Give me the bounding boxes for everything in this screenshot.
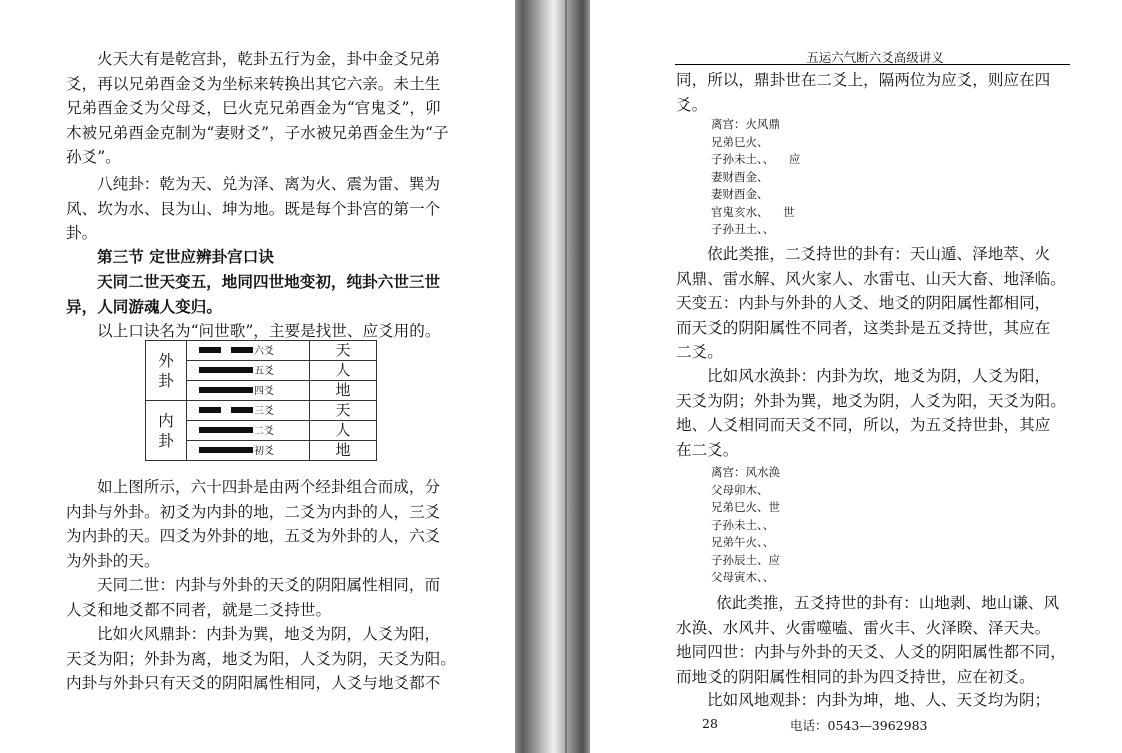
text-line: 爻。 — [676, 95, 708, 114]
yao-line-4: 四爻 — [187, 381, 310, 401]
text-line: 为外卦的天。 — [66, 551, 160, 570]
yang-line-icon — [199, 442, 253, 459]
paragraph-erYao-list — [676, 242, 1070, 365]
text-line: 内卦与外卦只有天爻的阴阳属性相同，人爻与地爻都不 — [66, 674, 441, 693]
text-line: 人爻和地爻都不同者，就是二爻持世。 — [66, 600, 332, 619]
paragraph-tiantong — [66, 573, 460, 622]
yang-line-icon — [199, 422, 253, 439]
text-line: 孙爻”。 — [66, 148, 121, 167]
paragraph-wuYao-list — [676, 591, 1070, 689]
paragraph-bachungua — [66, 172, 460, 246]
text-line: 八纯卦：乾为天、兑为泽、离为火、震为雷、巽为 — [97, 175, 441, 193]
text-line: 水涣、水风井、火雷噬嗑、雷火丰、火泽睽、泽天夬。 — [676, 618, 1051, 637]
text-line: 依此类推，二爻持世的卦有：天山遁、泽地萃、火 — [707, 245, 1051, 263]
section-title: 第三节 定世应辨卦宫口诀 — [97, 247, 274, 266]
listing-line: 子孙未土、、 应 — [711, 152, 801, 166]
paragraph-figure-explain — [66, 475, 460, 573]
footer-phone: 电话：0543—3962983 — [790, 718, 928, 733]
text-line: 在二爻。 — [676, 440, 739, 459]
book-spine — [515, 0, 590, 753]
text-line: 内卦与外卦。初爻为内卦的地，二爻为内卦的人，三爻 — [66, 502, 441, 521]
text-line: 卦。 — [66, 224, 98, 243]
listing-line: 离宫：风水涣 — [711, 465, 780, 479]
header-rule — [675, 64, 1070, 65]
running-head: 五运六气断六爻高级讲义 — [806, 50, 944, 65]
text-line: 二爻。 — [676, 343, 723, 362]
yao-line-3: 三爻 — [187, 401, 310, 421]
tri-label: 地 — [310, 441, 377, 461]
text-line: 同，所以，鼎卦世在二爻上，隔两位为应爻，则应在四 — [676, 71, 1051, 89]
text-line: 风、坎为水、艮为山、坤为地。既是每个卦宫的第一个 — [66, 199, 441, 218]
right-page — [590, 0, 1122, 753]
yao-line-5: 五爻 — [187, 361, 310, 381]
yao-line-6: 六爻 — [187, 341, 310, 361]
tri-label: 人 — [310, 421, 377, 441]
text-line: 天变五：内卦与外卦的人爻、地爻的阴阳属性都相同， — [676, 294, 1051, 313]
yin-line-icon — [199, 342, 253, 359]
paragraph-ding-shi — [676, 68, 1070, 117]
paragraph-fengshuihuan — [676, 364, 1070, 462]
listing-line: 离宫：火风鼎 — [711, 117, 780, 131]
hexagram-listing-ding — [711, 116, 800, 239]
text-line: 木被兄弟酉金克制为“妻财爻”，子水被兄弟酉金生为“子 — [66, 123, 449, 142]
paragraph-huofengding — [66, 622, 460, 696]
yao-line-2: 二爻 — [187, 421, 310, 441]
page-number: 28 — [702, 716, 718, 731]
yang-line-icon — [199, 362, 253, 379]
text-line: 风鼎、雷水解、风火家人、水雷屯、山天大畜、地泽临。 — [676, 269, 1066, 288]
text-line: 天同二世天变五，地同四世地变初，纯卦六世三世 — [97, 272, 441, 291]
hexagram-listing-huan — [711, 464, 780, 587]
yao-line-1: 初爻 — [187, 441, 310, 461]
listing-line: 子孙丑土、、 — [711, 222, 775, 236]
listing-line: 子孙未土、、 — [711, 517, 775, 532]
text-line: 而地爻的阴阳属性相同的卦为四爻持世，应在初爻。 — [676, 667, 1035, 686]
listing-line: 官鬼亥水、 世 — [711, 204, 795, 219]
listing-line: 父母卯木、 — [711, 482, 769, 497]
yin-line-icon — [199, 402, 253, 419]
verse-shiying — [66, 270, 460, 319]
inner-gua-label: 内 卦 — [146, 401, 187, 461]
listing-line: 妻财酉金、 — [711, 169, 769, 184]
tri-label: 天 — [310, 401, 377, 421]
text-line: 天爻为阴；外卦为巽，地爻为阴，人爻为阳，天爻为阳。 — [676, 391, 1066, 410]
listing-line: 父母寅木、、 — [711, 570, 775, 584]
paragraph-dayou — [66, 47, 460, 170]
listing-line: 妻财酉金、 — [711, 187, 769, 201]
yang-line-icon — [199, 382, 253, 399]
listing-line: 子孙辰土、应 — [711, 552, 780, 567]
text-line: 比如风水涣卦：内卦为坎，地爻为阴，人爻为阳， — [707, 367, 1051, 385]
tri-label: 地 — [310, 381, 377, 401]
left-page — [0, 0, 515, 753]
text-line: 比如火风鼎卦：内卦为巽，地爻为阴，人爻为阳， — [97, 625, 441, 643]
text-line: 而天爻的阴阳属性不同者，这类卦是五爻持世，其应在 — [676, 318, 1051, 337]
text-line: 天爻为阳；外卦为离，地爻为阳，人爻为阴，天爻为阳。 — [66, 649, 456, 668]
tri-label: 人 — [310, 361, 377, 381]
text-line: 地、人爻相同而天爻不同，所以，为五爻持世卦，其应 — [676, 416, 1051, 435]
paragraph-wenshige: 以上口诀名为“问世歌”，主要是找世、应爻用的。 — [97, 322, 441, 340]
text-line: 为内卦的天。四爻为外卦的地，五爻为外卦的人，六爻 — [66, 527, 441, 546]
outer-gua-label: 外 卦 — [146, 341, 187, 401]
text-line: 如上图所示，六十四卦是由两个经卦组合而成，分 — [97, 478, 441, 496]
tri-label: 天 — [310, 341, 377, 361]
text-line: 火天大有是乾宫卦，乾卦五行为金，卦中金爻兄弟 — [97, 50, 441, 68]
spine-divider — [565, 0, 567, 753]
listing-line: 兄弟巳火、世 — [711, 500, 780, 514]
text-line: 天同二世：内卦与外卦的天爻的阴阳属性相同，而 — [97, 576, 441, 594]
trigram-table — [145, 340, 377, 461]
text-line: 地同四世：内卦与外卦的天爻、人爻的阴阳属性都不同， — [676, 643, 1066, 662]
text-line: 兄弟酉金爻为父母爻，巳火克兄弟酉金为“官鬼爻”，卯 — [66, 99, 441, 118]
text-line: 异，人同游魂人变归。 — [66, 296, 222, 316]
paragraph-fengdiguan: 比如风地观卦：内卦为坤，地、人、天爻均为阴； — [707, 691, 1051, 709]
text-line: 爻，再以兄弟酉金爻为坐标来转换出其它六亲。未土生 — [66, 74, 441, 93]
listing-line: 兄弟午火、、 — [711, 535, 775, 549]
text-line: 依此类推，五爻持世的卦有：山地剥、地山谦、风 — [716, 594, 1060, 612]
listing-line: 兄弟巳火、 — [711, 134, 769, 149]
